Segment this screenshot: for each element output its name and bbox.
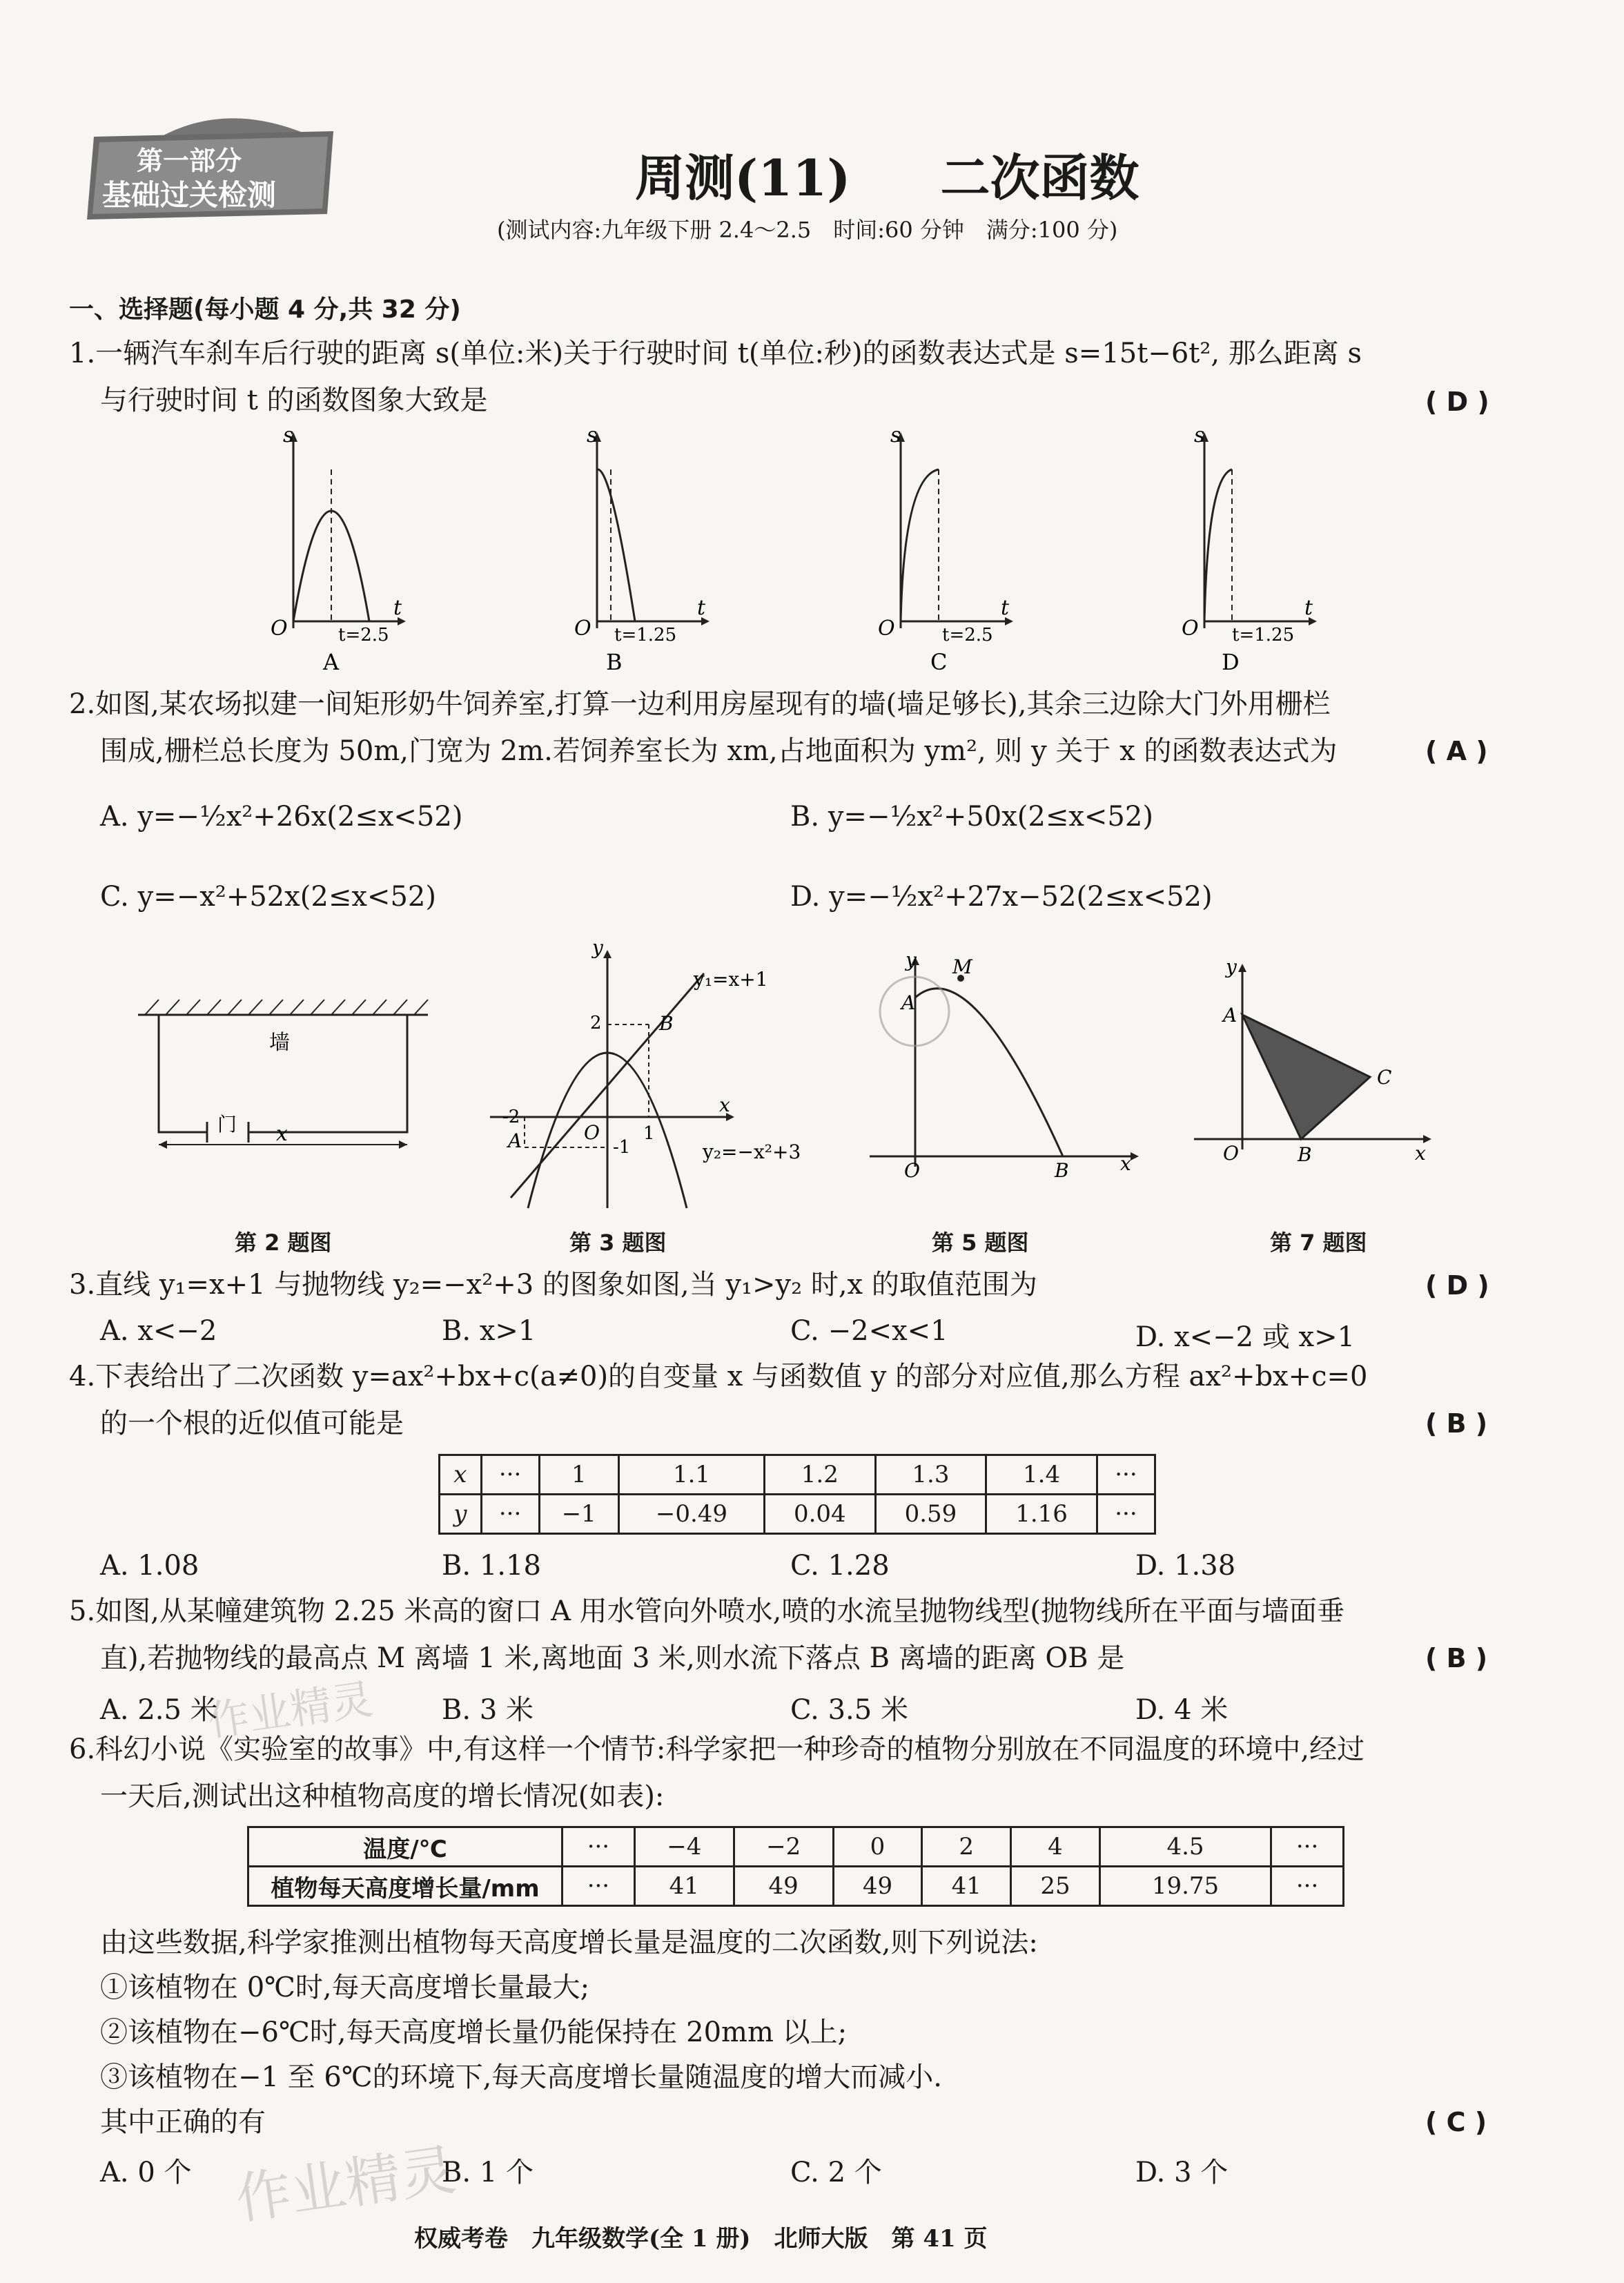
q4-table	[438, 1454, 1156, 1535]
fig2-door: 门	[217, 1113, 237, 1136]
fig3-two: 2	[590, 1013, 602, 1033]
fig7-A: A	[1223, 1004, 1237, 1027]
table-cell: 41	[922, 1867, 1011, 1906]
table-row	[440, 1455, 1155, 1495]
table-cell: 19.75	[1099, 1867, 1271, 1906]
graph-A-label: A	[323, 649, 340, 675]
fig3-caption: 第 3 题图	[569, 1230, 667, 1256]
q2-option-b: B. y=−½x²+50x(2≤x<52)	[790, 801, 1153, 833]
table-cell: 1.3	[875, 1455, 986, 1495]
graph-B-mark: t=1.25	[614, 625, 677, 645]
graph-C	[878, 423, 1013, 675]
table-cell: 0.59	[875, 1495, 986, 1534]
table-cell: 1	[539, 1455, 618, 1495]
q5-option-a: A. 2.5 米	[100, 1694, 218, 1726]
table-cell: 49	[734, 1867, 833, 1906]
fig3-B: B	[659, 1012, 674, 1035]
q1-line1: 1.一辆汽车刹车后行驶的距离 s(单位:米)关于行驶时间 t(单位:秒)的函数表达式是 s=15t−6t², 那么距离 s	[69, 338, 1362, 369]
table-cell: −1	[539, 1495, 618, 1534]
fig7-x: x	[1415, 1142, 1426, 1165]
graph-B-s: s	[587, 423, 598, 447]
q6-answer: ( C )	[1425, 2107, 1487, 2137]
q5-answer: ( B )	[1425, 1643, 1488, 1673]
title-main: 周测(11)	[635, 148, 851, 207]
fig7-diagram	[1187, 953, 1436, 1174]
q3-option-c: C. −2<x<1	[790, 1315, 948, 1347]
table-cell: y	[440, 1495, 482, 1534]
q3-option-d: D. x<−2 或 x>1	[1135, 1321, 1356, 1353]
q6-statement-1: ①该植物在 0℃时,每天高度增长量最大;	[100, 1972, 590, 2003]
q6-statement-3: ③该植物在−1 至 6℃的环境下,每天高度增长量随温度的增大而减小.	[100, 2061, 943, 2093]
fig2-x: x	[276, 1122, 288, 1146]
fig2-caption: 第 2 题图	[235, 1230, 332, 1256]
watermark: 作业精灵	[232, 2137, 460, 2232]
fig3-one: 1	[643, 1123, 655, 1144]
fig3-A: A	[508, 1129, 522, 1152]
table-cell: 1.1	[618, 1455, 764, 1495]
graph-B-label: B	[606, 649, 623, 675]
q4-option-b: B. 1.18	[442, 1550, 541, 1582]
badge-line2: 基础过关检测	[102, 178, 277, 212]
q5-option-b: B. 3 米	[442, 1694, 534, 1726]
table-cell: ···	[1097, 1495, 1155, 1534]
fig5-O: O	[904, 1159, 920, 1182]
fig3-O: O	[584, 1121, 600, 1144]
q6-option-b: B. 1 个	[442, 2157, 534, 2188]
fig5-y: y	[906, 949, 917, 971]
table-cell: 41	[634, 1867, 734, 1906]
q6-line4: 其中正确的有	[100, 2106, 266, 2138]
fig5-caption: 第 5 题图	[932, 1230, 1029, 1256]
q2-option-c: C. y=−x²+52x(2≤x<52)	[100, 881, 436, 913]
q2-line2: 围成,栅栏总长度为 50m,门宽为 2m.若饲养室长为 xm,占地面积为 ym², 则 y 关于 x 的函数表达式为	[100, 735, 1338, 767]
watermark: 作业精灵	[204, 1675, 376, 1747]
q4-option-d: D. 1.38	[1135, 1550, 1236, 1582]
fig5-x: x	[1120, 1152, 1131, 1175]
fig7-B: B	[1298, 1143, 1312, 1166]
graph-A-s: s	[283, 423, 294, 447]
table-cell: 1.4	[986, 1455, 1097, 1495]
fig7-caption: 第 7 题图	[1270, 1230, 1367, 1256]
q1-graphs	[242, 421, 1415, 677]
q6-statement-2: ②该植物在−6℃时,每天高度增长量仍能保持在 20mm 以上;	[100, 2017, 848, 2048]
q6-option-c: C. 2 个	[790, 2157, 882, 2188]
q6-line2: 一天后,测试出这种植物高度的增长情况(如表):	[100, 1780, 665, 1812]
q6-line3: 由这些数据,科学家推测出植物每天高度增长量是温度的二次函数,则下列说法:	[100, 1927, 1038, 1959]
q5-option-c: C. 3.5 米	[790, 1694, 908, 1726]
q2-option-d: D. y=−½x²+27x−52(2≤x<52)	[790, 881, 1213, 913]
fig7-C: C	[1377, 1066, 1392, 1089]
q3-option-a: A. x<−2	[100, 1315, 217, 1347]
fig3-neg2: -2	[502, 1107, 520, 1127]
fig3-y: y	[592, 939, 603, 959]
table-row	[440, 1495, 1155, 1534]
table-cell: −4	[634, 1827, 734, 1867]
graph-B-t: t	[697, 596, 706, 620]
page-title	[635, 138, 1139, 210]
section-heading: 一、选择题(每小题 4 分,共 32 分)	[69, 295, 461, 324]
table-cell: ···	[1271, 1827, 1344, 1867]
table-cell: 0.04	[765, 1495, 876, 1534]
graph-C-s: s	[890, 423, 901, 447]
fig7-O: O	[1223, 1142, 1239, 1165]
q1-answer: ( D )	[1425, 387, 1489, 417]
table-cell: ···	[1271, 1867, 1344, 1906]
table-cell: 25	[1011, 1867, 1100, 1906]
q5-line1: 5.如图,从某幢建筑物 2.25 米高的窗口 A 用水管向外喷水,喷的水流呈抛物线型(抛物线所在平面与墙面垂	[69, 1595, 1345, 1627]
q1-line2: 与行驶时间 t 的函数图象大致是	[100, 385, 488, 416]
graph-C-O: O	[878, 616, 895, 641]
q2-line1: 2.如图,某农场拟建一间矩形奶牛饲养室,打算一边利用房屋现有的墙(墙足够长),其余三边除大门外用栅栏	[69, 688, 1331, 720]
graph-D-mark: t=1.25	[1232, 625, 1295, 645]
fig2-wall: 墙	[269, 1031, 290, 1055]
table-row	[248, 1867, 1344, 1906]
q4-option-a: A. 1.08	[100, 1550, 199, 1582]
table-cell: 植物每天高度增长量/mm	[248, 1867, 562, 1906]
graph-D-t: t	[1304, 596, 1313, 620]
graph-C-t: t	[1001, 596, 1010, 620]
table-cell: ···	[481, 1455, 539, 1495]
q4-option-c: C. 1.28	[790, 1550, 890, 1582]
graph-D	[1182, 423, 1317, 675]
graph-D-s: s	[1194, 423, 1205, 447]
graph-B-O: O	[574, 616, 591, 641]
table-cell: 1.16	[986, 1495, 1097, 1534]
q2-answer: ( A )	[1425, 736, 1488, 766]
q6-line1: 6.科幻小说《实验室的故事》中,有这样一个情节:科学家把一种珍奇的植物分别放在不同温度的环境中,经过	[69, 1733, 1365, 1765]
q3-option-b: B. x>1	[442, 1315, 536, 1347]
graph-A-t: t	[393, 596, 402, 620]
graph-A-mark: t=2.5	[338, 625, 389, 645]
table-cell: ···	[481, 1495, 539, 1534]
graph-B	[574, 423, 710, 675]
fig3-y2: y₂=−x²+3	[703, 1140, 801, 1163]
badge-line1: 第一部分	[137, 146, 242, 176]
q6-option-a: A. 0 个	[100, 2157, 192, 2188]
graph-C-label: C	[930, 649, 948, 675]
fig5-M: M	[952, 955, 972, 978]
q5-line2: 直),若抛物线的最高点 M 离墙 1 米,离地面 3 米,则水流下落点 B 离墙的距离 OB 是	[100, 1642, 1125, 1674]
q3-answer: ( D )	[1425, 1270, 1489, 1301]
fig3-y1: y₁=x+1	[694, 968, 768, 991]
q4-line2: 的一个根的近似值可能是	[100, 1408, 404, 1439]
fig3-diagram	[483, 939, 814, 1215]
table-cell: 温度/℃	[248, 1827, 562, 1867]
q2-option-a: A. y=−½x²+26x(2≤x<52)	[100, 801, 463, 833]
table-cell: 1.2	[765, 1455, 876, 1495]
q4-answer: ( B )	[1425, 1408, 1488, 1439]
subtitle: (测试内容:九年级下册 2.4～2.5 时间:60 分钟 满分:100 分)	[497, 217, 1118, 243]
fig3-neg1: -1	[613, 1137, 631, 1158]
table-cell: 49	[833, 1867, 922, 1906]
fig5-A: A	[901, 991, 916, 1014]
q4-line1: 4.下表给出了二次函数 y=ax²+bx+c(a≠0)的自变量 x 与函数值 y 的部分对应值,那么方程 ax²+bx+c=0	[69, 1361, 1368, 1392]
fig2-diagram	[131, 980, 442, 1167]
table-cell: 4.5	[1099, 1827, 1271, 1867]
fig5-B: B	[1055, 1159, 1069, 1182]
graph-A-O: O	[271, 616, 288, 641]
graph-D-label: D	[1222, 649, 1240, 675]
table-row	[248, 1827, 1344, 1867]
q6-option-d: D. 3 个	[1135, 2157, 1229, 2188]
table-cell: ···	[1097, 1455, 1155, 1495]
graph-D-O: O	[1182, 616, 1199, 641]
table-cell: 2	[922, 1827, 1011, 1867]
q5-option-d: D. 4 米	[1135, 1694, 1229, 1726]
graph-C-mark: t=2.5	[942, 625, 993, 645]
q6-table	[247, 1826, 1344, 1907]
fig5-diagram	[856, 946, 1146, 1194]
fig7-y: y	[1226, 955, 1237, 978]
section-badge	[81, 104, 344, 228]
title-topic: 二次函数	[940, 148, 1139, 207]
table-cell: ···	[562, 1827, 635, 1867]
graph-A	[271, 423, 406, 675]
fig3-x: x	[719, 1094, 730, 1116]
table-cell: ···	[562, 1867, 635, 1906]
table-cell: 4	[1011, 1827, 1100, 1867]
table-cell: −0.49	[618, 1495, 764, 1534]
page-footer: 权威考卷 九年级数学(全 1 册) 北师大版 第 41 页	[414, 2225, 988, 2253]
table-cell: 0	[833, 1827, 922, 1867]
table-cell: x	[440, 1455, 482, 1495]
table-cell: −2	[734, 1827, 833, 1867]
q3-line1: 3.直线 y₁=x+1 与抛物线 y₂=−x²+3 的图象如图,当 y₁>y₂ 时,x 的取值范围为	[69, 1269, 1037, 1301]
